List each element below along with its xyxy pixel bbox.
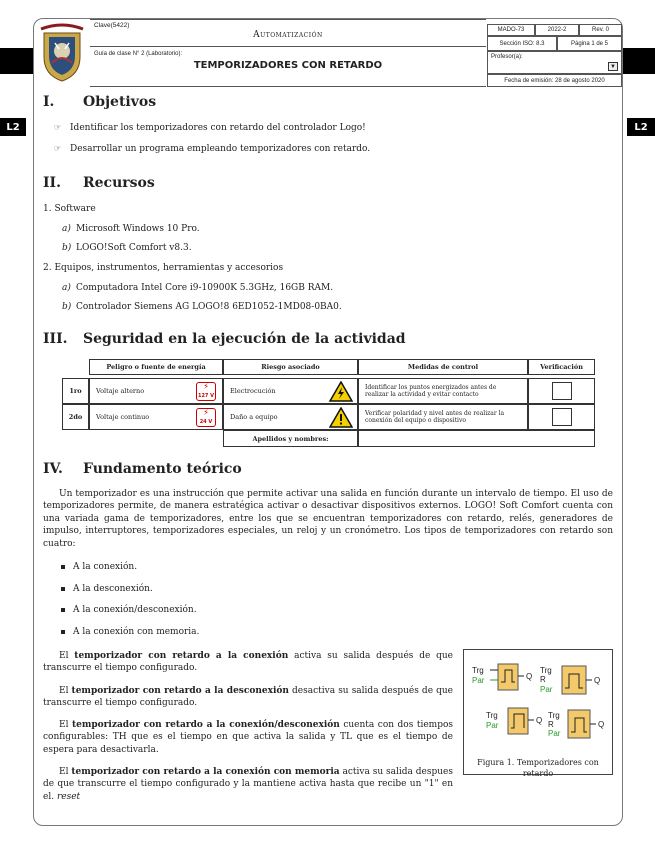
th-peligro: Peligro o fuente de energía	[89, 359, 223, 375]
svg-text:Par: Par	[486, 721, 499, 730]
svg-text:R: R	[548, 720, 554, 729]
equipo-item: b) Controlador Siemens AG LOGO!8 6ED1052-1MD08-0BA0.	[62, 302, 342, 312]
guide-title: TEMPORIZADORES CON RETARDO	[193, 60, 383, 71]
apellidos-field[interactable]	[358, 430, 595, 447]
emission-date: Fecha de emisión: 28 de agosto 2020	[487, 74, 622, 87]
tipo-item: A la desconexión.	[61, 584, 153, 594]
verification-checkbox[interactable]	[552, 382, 572, 400]
row-number: 1ro	[62, 378, 89, 404]
svg-text:Q: Q	[598, 720, 605, 729]
doc-year: 2022-2	[535, 24, 579, 36]
doc-rev: Rev. 0	[579, 24, 622, 36]
fundamento-intro: Un temporizador es una instrucción que permite activar una salida en función durante un intervalo de tiempo. El uso de temporizadores permite, de manera estratégica activar o desactivar dispositivos externos. LOGO! Soft Comfort cuenta con una variada gama de temporizadores, entre los que se encuentran temporizadores con retardo, relés, generadores de impulso, interruptores, temporizadores especiales, un reloj y un cronómetro. Los tipos de temporizadores con retardo son cuatro:	[43, 489, 613, 549]
riesgo-cell: Daño a equipo	[223, 404, 358, 430]
clave-text: Clave(5422)	[94, 22, 130, 29]
section-1-heading: I. Objetivos	[43, 94, 157, 110]
figure-caption: Figura 1. Temporizadores con retardo	[477, 758, 599, 778]
riesgo-cell: Electrocución	[223, 378, 358, 404]
th-medidas: Medidas de control	[358, 359, 528, 375]
svg-text:Par: Par	[548, 729, 561, 738]
svg-text:Par: Par	[540, 685, 553, 694]
svg-text:Trg: Trg	[486, 711, 498, 720]
section-4-heading: IV. Fundamento teórico	[43, 461, 242, 477]
chevron-down-icon[interactable]: ▼	[608, 62, 618, 71]
equipo-item: a) Computadora Intel Core i9-10900K 5.3GHz, 16GB RAM.	[62, 283, 334, 293]
svg-text:Q: Q	[536, 716, 543, 725]
section-2-heading: II. Recursos	[43, 175, 155, 191]
apellidos-label: Apellidos y nombres:	[223, 430, 358, 447]
paragraph-memoria: El temporizador con retardo a la conexión con memoria activa su salida despues de que transcurre el tiempo configurado y la mantiene activa hasta que recibe un "1" en el. reset	[43, 767, 453, 802]
software-label: 1. Software	[43, 204, 96, 214]
par-label: Par	[472, 676, 485, 685]
svg-text:Q: Q	[594, 676, 601, 685]
svg-text:Q: Q	[526, 672, 533, 681]
th-verificacion: Verificación	[528, 359, 595, 375]
trg-label: Trg	[472, 666, 484, 675]
timer-blocks-diagram	[464, 650, 612, 754]
objetivo-item: ☞ Desarrollar un programa empleando temporizadores con retardo.	[54, 144, 371, 154]
paragraph-desconexion: El temporizador con retardo a la desconexión desactiva su salida después de que transcurre el tiempo configurado.	[43, 686, 453, 709]
guide-label: Guía de clase N° 2 (Laboratorio):	[94, 51, 183, 57]
verification-checkbox[interactable]	[552, 408, 572, 426]
medida-cell: Verificar polaridad y nivel antes de realizar la conexión del equipo o dispositivo	[358, 404, 528, 430]
dc-voltage-icon: ⚡ 24 V	[196, 408, 216, 427]
tipo-item: A la conexión con memoria.	[61, 627, 199, 637]
subject-title: Automatización	[253, 30, 323, 40]
svg-text:Trg: Trg	[540, 666, 552, 675]
right-black-bar	[623, 48, 655, 74]
profesor-label: Profesor(a):	[491, 54, 523, 60]
row-number: 2do	[62, 404, 89, 430]
section-iso: Sección ISO: 8.3	[487, 36, 557, 51]
pointing-hand-icon: ☞	[54, 144, 62, 153]
software-item: a) Microsoft Windows 10 Pro.	[62, 224, 200, 234]
warning-icon	[329, 407, 353, 428]
tipo-item: A la conexión.	[61, 562, 137, 572]
peligro-cell: Voltaje continuo ⚡ 24 V	[89, 404, 223, 430]
th-riesgo: Riesgo asociado	[223, 359, 358, 375]
svg-text:Trg: Trg	[548, 711, 560, 720]
university-logo	[34, 19, 90, 87]
paragraph-conexion: El temporizador con retardo a la conexión activa su salida después de que transcurre el tiempo configurado.	[43, 651, 453, 674]
pointing-hand-icon: ☞	[54, 123, 62, 132]
ac-voltage-icon: ⚡ 127 V	[197, 382, 215, 399]
section-3-heading: III. Seguridad en la ejecución de la actividad	[43, 331, 406, 347]
doc-code: MADO-73	[487, 24, 535, 36]
electric-warning-icon	[329, 381, 353, 402]
page-number: Página 1 de 5	[557, 36, 622, 51]
header-subject-cell	[90, 19, 486, 46]
peligro-cell: Voltaje alterno ⚡ 127 V	[89, 378, 223, 404]
equipos-label: 2. Equipos, instrumentos, herramientas y accesorios	[43, 263, 284, 273]
profesor-selector[interactable]	[487, 51, 622, 74]
tipo-item: A la conexión/desconexión.	[61, 605, 197, 615]
side-tag-right: L2	[627, 118, 655, 136]
svg-text:R: R	[540, 675, 546, 684]
header-guide-cell	[90, 46, 486, 87]
left-black-bar	[0, 48, 33, 74]
paragraph-conexion-desconexion: El temporizador con retardo a la conexión/desconexión cuenta con dos tiempos configurables: TH que es el tiempo en que activa la salida y TL que es el tiempo de espera para desactivarla.	[43, 720, 453, 755]
medida-cell: Identificar los puntos energizados antes de realizar la actividad y evitar contacto	[358, 378, 528, 404]
side-tag-left: L2	[0, 118, 26, 136]
objetivo-item: ☞ Identificar los temporizadores con retardo del controlador Logo!	[54, 123, 366, 133]
software-item: b) LOGO!Soft Comfort v8.3.	[62, 243, 192, 253]
